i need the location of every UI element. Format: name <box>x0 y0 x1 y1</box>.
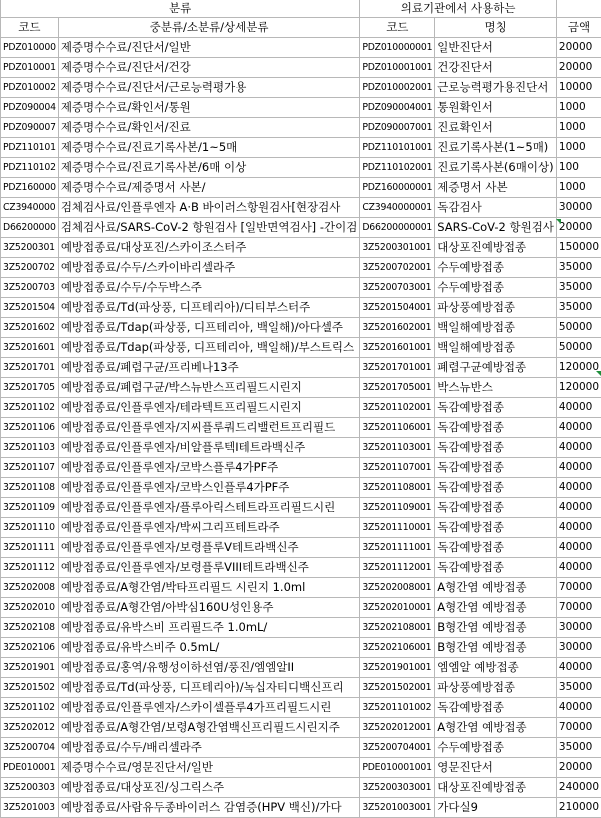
row-category: 예방접종료/유박스비주 0.5mL/ <box>58 638 359 658</box>
table-row[interactable] <box>1 78 601 98</box>
row-amount: 40000 <box>556 478 601 498</box>
row-hospital-code: 3Z5200301001 <box>360 238 435 258</box>
row-amount: 40000 <box>556 558 601 578</box>
row-name: A형간염 예방접종 <box>435 578 557 598</box>
table-body <box>1 38 601 818</box>
row-amount: 50000 <box>556 338 601 358</box>
row-amount: 1000 <box>556 118 601 138</box>
row-category: 예방접종료/대상포진/싱그릭스주 <box>58 778 359 798</box>
row-name: 박스뉴반스 <box>435 378 557 398</box>
row-code: 3Z5201701 <box>1 358 59 378</box>
row-hospital-code: 3Z5201701001 <box>360 358 435 378</box>
row-category: 예방접종료/수두/스카이바리셀라주 <box>58 258 359 278</box>
table-row[interactable] <box>1 218 601 238</box>
row-name: 통원확인서 <box>435 98 557 118</box>
row-category: 예방접종료/대상포진/스카이조스터주 <box>58 238 359 258</box>
row-name: 독감예방접종 <box>435 558 557 578</box>
table-row[interactable] <box>1 338 601 358</box>
row-category: 예방접종료/인플루엔자/테라텍트프리필드시린지 <box>58 398 359 418</box>
row-name: 독감검사 <box>435 198 557 218</box>
table-row[interactable] <box>1 378 601 398</box>
row-code: 3Z5201102 <box>1 698 59 718</box>
row-amount: 40000 <box>556 438 601 458</box>
row-hospital-code: 3Z5201102001 <box>360 398 435 418</box>
row-amount: 30000 <box>556 198 601 218</box>
blank-header <box>556 0 601 18</box>
table-row[interactable] <box>1 678 601 698</box>
comment-indicator-icon <box>596 371 601 376</box>
table-row[interactable] <box>1 358 601 378</box>
row-code: 3Z5201108 <box>1 478 59 498</box>
row-category: 예방접종료/인플루엔자/플루아릭스테트라프리필드시린 <box>58 498 359 518</box>
table-row[interactable] <box>1 578 601 598</box>
row-name: 수두예방접종 <box>435 258 557 278</box>
row-category: 예방접종료/폐렴구균/프리베나13주 <box>58 358 359 378</box>
row-code: 3Z5200702 <box>1 258 59 278</box>
table-row[interactable] <box>1 638 601 658</box>
row-code: PDZ010002 <box>1 78 59 98</box>
row-amount: 240000 <box>556 778 601 798</box>
row-hospital-code: PDZ110102001 <box>360 158 435 178</box>
table-row[interactable] <box>1 238 601 258</box>
row-code: 3Z5202010 <box>1 598 59 618</box>
row-name: 폐렴구균예방접종 <box>435 358 557 378</box>
row-name: 가다실9 <box>435 798 557 818</box>
table-row[interactable] <box>1 798 601 818</box>
row-amount: 35000 <box>556 258 601 278</box>
table-row[interactable] <box>1 138 601 158</box>
row-code: 3Z5201103 <box>1 438 59 458</box>
row-amount: 10000 <box>556 78 601 98</box>
row-name: 파상풍예방접종 <box>435 678 557 698</box>
row-code: 3Z5201106 <box>1 418 59 438</box>
row-code: 3Z5200303 <box>1 778 59 798</box>
row-category: 예방접종료/인플루엔자/박씨그리프테트라주 <box>58 518 359 538</box>
row-amount: 40000 <box>556 458 601 478</box>
row-name: 진료확인서 <box>435 118 557 138</box>
row-amount: 40000 <box>556 518 601 538</box>
row-amount: 70000 <box>556 718 601 738</box>
row-amount: 40000 <box>556 398 601 418</box>
row-amount: 35000 <box>556 278 601 298</box>
row-code: D66200000 <box>1 218 59 238</box>
row-name: 엠엠알 예방접종 <box>435 658 557 678</box>
row-name: 근로능력평가용진단서 <box>435 78 557 98</box>
row-code: PDZ010000 <box>1 38 59 58</box>
row-category: 제증명수수료/확인서/진료 <box>58 118 359 138</box>
row-name: A형간염 예방접종 <box>435 718 557 738</box>
row-code: PDZ090007 <box>1 118 59 138</box>
row-amount: 40000 <box>556 698 601 718</box>
row-code: 3Z5201502 <box>1 678 59 698</box>
row-code: 3Z5201003 <box>1 798 59 818</box>
row-hospital-code: 3Z5201108001 <box>360 478 435 498</box>
row-category: 제증명수수료/제증명서 사본/ <box>58 178 359 198</box>
header-row-columns <box>1 18 601 38</box>
row-code: PDZ090004 <box>1 98 59 118</box>
row-code: 3Z5202106 <box>1 638 59 658</box>
row-code: 3Z5202108 <box>1 618 59 638</box>
row-category: 예방접종료/인플루엔자/비알플루텍I테트라백신주 <box>58 438 359 458</box>
hospital-code-header: 코드 <box>360 18 435 38</box>
row-code: 3Z5201111 <box>1 538 59 558</box>
row-category: 예방접종료/수두/수두박스주 <box>58 278 359 298</box>
row-category: 검체검사료/SARS-CoV-2 항원검사 [일반면역검사] -간이검 <box>58 218 359 238</box>
row-code: PDZ110101 <box>1 138 59 158</box>
row-category: 제증명수수료/진료기록사본/1~5매 <box>58 138 359 158</box>
row-hospital-code: CZ3940000001 <box>360 198 435 218</box>
row-name: 백일해예방접종 <box>435 338 557 358</box>
row-name: 파상풍예방접종 <box>435 298 557 318</box>
row-code: 3Z5200703 <box>1 278 59 298</box>
row-category: 예방접종료/홍역/유행성이하선염/풍진/엠엠알II <box>58 658 359 678</box>
row-name: 독감예방접종 <box>435 438 557 458</box>
table-row[interactable] <box>1 58 601 78</box>
row-hospital-code: 3Z5201110001 <box>360 518 435 538</box>
row-amount: 210000 <box>556 798 601 818</box>
row-amount: 70000 <box>556 578 601 598</box>
category-header: 중분류/소분류/상세분류 <box>58 18 359 38</box>
row-amount: 40000 <box>556 538 601 558</box>
row-amount: 50000 <box>556 318 601 338</box>
row-hospital-code: 3Z5201901001 <box>360 658 435 678</box>
row-hospital-code: 3Z5200704001 <box>360 738 435 758</box>
row-code: 3Z5200704 <box>1 738 59 758</box>
table-row[interactable] <box>1 118 601 138</box>
row-hospital-code: 3Z5200703001 <box>360 278 435 298</box>
row-category: 예방접종료/A형간염/보령A형간염백신프리필드시린지주 <box>58 718 359 738</box>
table-row[interactable] <box>1 778 601 798</box>
table-row[interactable] <box>1 258 601 278</box>
row-name: 독감예방접종 <box>435 478 557 498</box>
table-row[interactable] <box>1 98 601 118</box>
row-name: 진료기록사본(6매이상) <box>435 158 557 178</box>
row-code: 3Z5201107 <box>1 458 59 478</box>
row-code: 3Z5201112 <box>1 558 59 578</box>
row-amount: 120000 <box>556 378 601 398</box>
row-name: A형간염 예방접종 <box>435 598 557 618</box>
row-category: 예방접종료/유박스비 프리필드주 1.0mL/ <box>58 618 359 638</box>
row-category: 제증명수수료/진단서/건강 <box>58 58 359 78</box>
table-row[interactable] <box>1 158 601 178</box>
table-row[interactable] <box>1 598 601 618</box>
row-hospital-code: 3Z5202108001 <box>360 618 435 638</box>
row-hospital-code: 3Z5200303001 <box>360 778 435 798</box>
row-category: 예방접종료/Td(파상풍, 디프테리아)/녹십자티디백신프리 <box>58 678 359 698</box>
row-hospital-code: 3Z5202106001 <box>360 638 435 658</box>
row-category: 예방접종료/인플루엔자/보령플루VIII테트라백신주 <box>58 558 359 578</box>
header-row-top <box>1 0 601 18</box>
row-amount: 40000 <box>556 418 601 438</box>
row-name: SARS-CoV-2 항원검사 <box>435 218 557 238</box>
row-hospital-code: 3Z5201107001 <box>360 458 435 478</box>
table-row[interactable] <box>1 458 601 478</box>
row-category: 예방접종료/인플루엔자/지씨플루쿼드리밸런트프리필드 <box>58 418 359 438</box>
row-category: 예방접종료/인플루엔자/코박스인플루4가PF주 <box>58 478 359 498</box>
table-row[interactable] <box>1 178 601 198</box>
table-row[interactable] <box>1 618 601 638</box>
row-category: 제증명수수료/확인서/통원 <box>58 98 359 118</box>
row-hospital-code: PDZ010001001 <box>360 58 435 78</box>
table-row[interactable] <box>1 198 601 218</box>
row-name: 독감예방접종 <box>435 498 557 518</box>
row-name: 독감예방접종 <box>435 538 557 558</box>
row-hospital-code: 3Z5201602001 <box>360 318 435 338</box>
row-code: PDZ010001 <box>1 58 59 78</box>
row-code: 3Z5201109 <box>1 498 59 518</box>
row-category: 예방접종료/인플루엔자/코박스플루4가PF주 <box>58 458 359 478</box>
table-row[interactable] <box>1 658 601 678</box>
row-code: CZ3940000 <box>1 198 59 218</box>
row-amount: 30000 <box>556 618 601 638</box>
row-name: 수두예방접종 <box>435 278 557 298</box>
row-category: 검체검사료/인플루엔자 A·B 바이러스항원검사[현장검사 <box>58 198 359 218</box>
table-row[interactable] <box>1 758 601 778</box>
row-code: 3Z5201601 <box>1 338 59 358</box>
row-name: 백일해예방접종 <box>435 318 557 338</box>
row-code: 3Z5201102 <box>1 398 59 418</box>
row-category: 제증명수수료/진단서/일반 <box>58 38 359 58</box>
row-name: 건강진단서 <box>435 58 557 78</box>
row-hospital-code: PDZ090004001 <box>360 98 435 118</box>
row-code: 3Z5202012 <box>1 718 59 738</box>
row-code: 3Z5202008 <box>1 578 59 598</box>
row-code: PDZ110102 <box>1 158 59 178</box>
row-name: 독감예방접종 <box>435 418 557 438</box>
table-row[interactable] <box>1 478 601 498</box>
row-hospital-code: 3Z5202012001 <box>360 718 435 738</box>
table-row[interactable] <box>1 738 601 758</box>
table-row[interactable] <box>1 398 601 418</box>
table-row[interactable] <box>1 418 601 438</box>
table-row[interactable] <box>1 698 601 718</box>
row-amount: 120000 <box>556 358 601 378</box>
row-amount: 40000 <box>556 498 601 518</box>
row-hospital-code: PDZ010000001 <box>360 38 435 58</box>
row-hospital-code: 3Z5201705001 <box>360 378 435 398</box>
row-amount: 40000 <box>556 658 601 678</box>
row-name: B형간염 예방접종 <box>435 618 557 638</box>
row-code: 3Z5201901 <box>1 658 59 678</box>
row-name: 대상포진예방접종 <box>435 778 557 798</box>
row-category: 예방접종료/인플루엔자/보령플루V테트라백신주 <box>58 538 359 558</box>
row-hospital-code: 3Z5201502001 <box>360 678 435 698</box>
row-amount: 20000 <box>556 38 601 58</box>
row-category: 제증명수수료/영문진단서/일반 <box>58 758 359 778</box>
row-code: 3Z5200301 <box>1 238 59 258</box>
row-name: 일반진단서 <box>435 38 557 58</box>
table-row[interactable] <box>1 298 601 318</box>
row-name: 제증명서 사본 <box>435 178 557 198</box>
row-amount: 1000 <box>556 178 601 198</box>
row-name: 독감예방접종 <box>435 458 557 478</box>
table-row[interactable] <box>1 558 601 578</box>
amount-header: 금액 <box>556 18 601 38</box>
row-hospital-code: D66200000001 <box>360 218 435 238</box>
table-row[interactable] <box>1 318 601 338</box>
table-row[interactable] <box>1 538 601 558</box>
row-name: 독감예방접종 <box>435 698 557 718</box>
row-amount: 20000 <box>556 218 601 238</box>
row-code: 3Z5201602 <box>1 318 59 338</box>
row-amount: 150000 <box>556 238 601 258</box>
row-hospital-code: 3Z5202008001 <box>360 578 435 598</box>
row-hospital-code: 3Z5201109001 <box>360 498 435 518</box>
row-hospital-code: 3Z5201103001 <box>360 438 435 458</box>
row-hospital-code: 3Z5201101002 <box>360 698 435 718</box>
row-name: 독감예방접종 <box>435 398 557 418</box>
row-code: 3Z5201504 <box>1 298 59 318</box>
classification-header: 분류 <box>1 0 360 18</box>
table-row[interactable] <box>1 518 601 538</box>
row-category: 예방접종료/사람유두종바이러스 감염증(HPV 백신)/가다 <box>58 798 359 818</box>
row-category: 제증명수수료/진단서/근로능력평가용 <box>58 78 359 98</box>
row-hospital-code: 3Z5201112001 <box>360 558 435 578</box>
row-category: 제증명수수료/진료기록사본/6매 이상 <box>58 158 359 178</box>
row-amount: 100 <box>556 158 601 178</box>
name-header: 명칭 <box>435 18 557 38</box>
row-code: PDZ160000 <box>1 178 59 198</box>
table-row[interactable] <box>1 278 601 298</box>
row-name: 대상포진예방접종 <box>435 238 557 258</box>
comment-indicator-icon <box>556 219 561 224</box>
row-hospital-code: PDZ090007001 <box>360 118 435 138</box>
table-row[interactable] <box>1 498 601 518</box>
row-category: 예방접종료/A형간염/아박심160U성인용주 <box>58 598 359 618</box>
row-amount: 35000 <box>556 678 601 698</box>
row-category: 예방접종료/인플루엔자/스카이셀플루4가프리필드시린 <box>58 698 359 718</box>
row-hospital-code: 3Z5201601001 <box>360 338 435 358</box>
row-amount: 20000 <box>556 58 601 78</box>
row-category: 예방접종료/수두/배리셀라주 <box>58 738 359 758</box>
row-code: PDE010001 <box>1 758 59 778</box>
row-name: B형간염 예방접종 <box>435 638 557 658</box>
row-category: 예방접종료/폐렴구균/박스뉴반스프리필드시린지 <box>58 378 359 398</box>
row-category: 예방접종료/Tdap(파상풍, 디프테리아, 백일해)/아다셀주 <box>58 318 359 338</box>
row-hospital-code: 3Z5201111001 <box>360 538 435 558</box>
row-code: 3Z5201705 <box>1 378 59 398</box>
row-name: 진료기록사본(1~5매) <box>435 138 557 158</box>
row-amount: 35000 <box>556 298 601 318</box>
table-row[interactable] <box>1 38 601 58</box>
row-amount: 20000 <box>556 758 601 778</box>
row-amount: 30000 <box>556 638 601 658</box>
row-hospital-code: PDZ160000001 <box>360 178 435 198</box>
row-amount: 35000 <box>556 738 601 758</box>
row-name: 독감예방접종 <box>435 518 557 538</box>
row-amount: 70000 <box>556 598 601 618</box>
row-hospital-code: 3Z5202010001 <box>360 598 435 618</box>
row-hospital-code: 3Z5200702001 <box>360 258 435 278</box>
row-name: 수두예방접종 <box>435 738 557 758</box>
table-row[interactable] <box>1 438 601 458</box>
hospital-use-header: 의료기관에서 사용하는 <box>360 0 557 18</box>
row-hospital-code: PDZ010002001 <box>360 78 435 98</box>
row-hospital-code: 3Z5201504001 <box>360 298 435 318</box>
row-category: 예방접종료/Tdap(파상풍, 디프테리아, 백일해)/부스트릭스 <box>58 338 359 358</box>
row-hospital-code: 3Z5201106001 <box>360 418 435 438</box>
table-row[interactable] <box>1 718 601 738</box>
row-amount: 1000 <box>556 138 601 158</box>
code-header: 코드 <box>1 18 59 38</box>
row-hospital-code: PDE010001001 <box>360 758 435 778</box>
row-hospital-code: PDZ110101001 <box>360 138 435 158</box>
row-hospital-code: 3Z5201003001 <box>360 798 435 818</box>
row-name: 영문진단서 <box>435 758 557 778</box>
row-amount: 1000 <box>556 98 601 118</box>
row-code: 3Z5201110 <box>1 518 59 538</box>
row-category: 예방접종료/Td(파상풍, 디프테리아)/디티부스터주 <box>58 298 359 318</box>
row-category: 예방접종료/A형간염/박타프리필드 시린지 1.0ml <box>58 578 359 598</box>
